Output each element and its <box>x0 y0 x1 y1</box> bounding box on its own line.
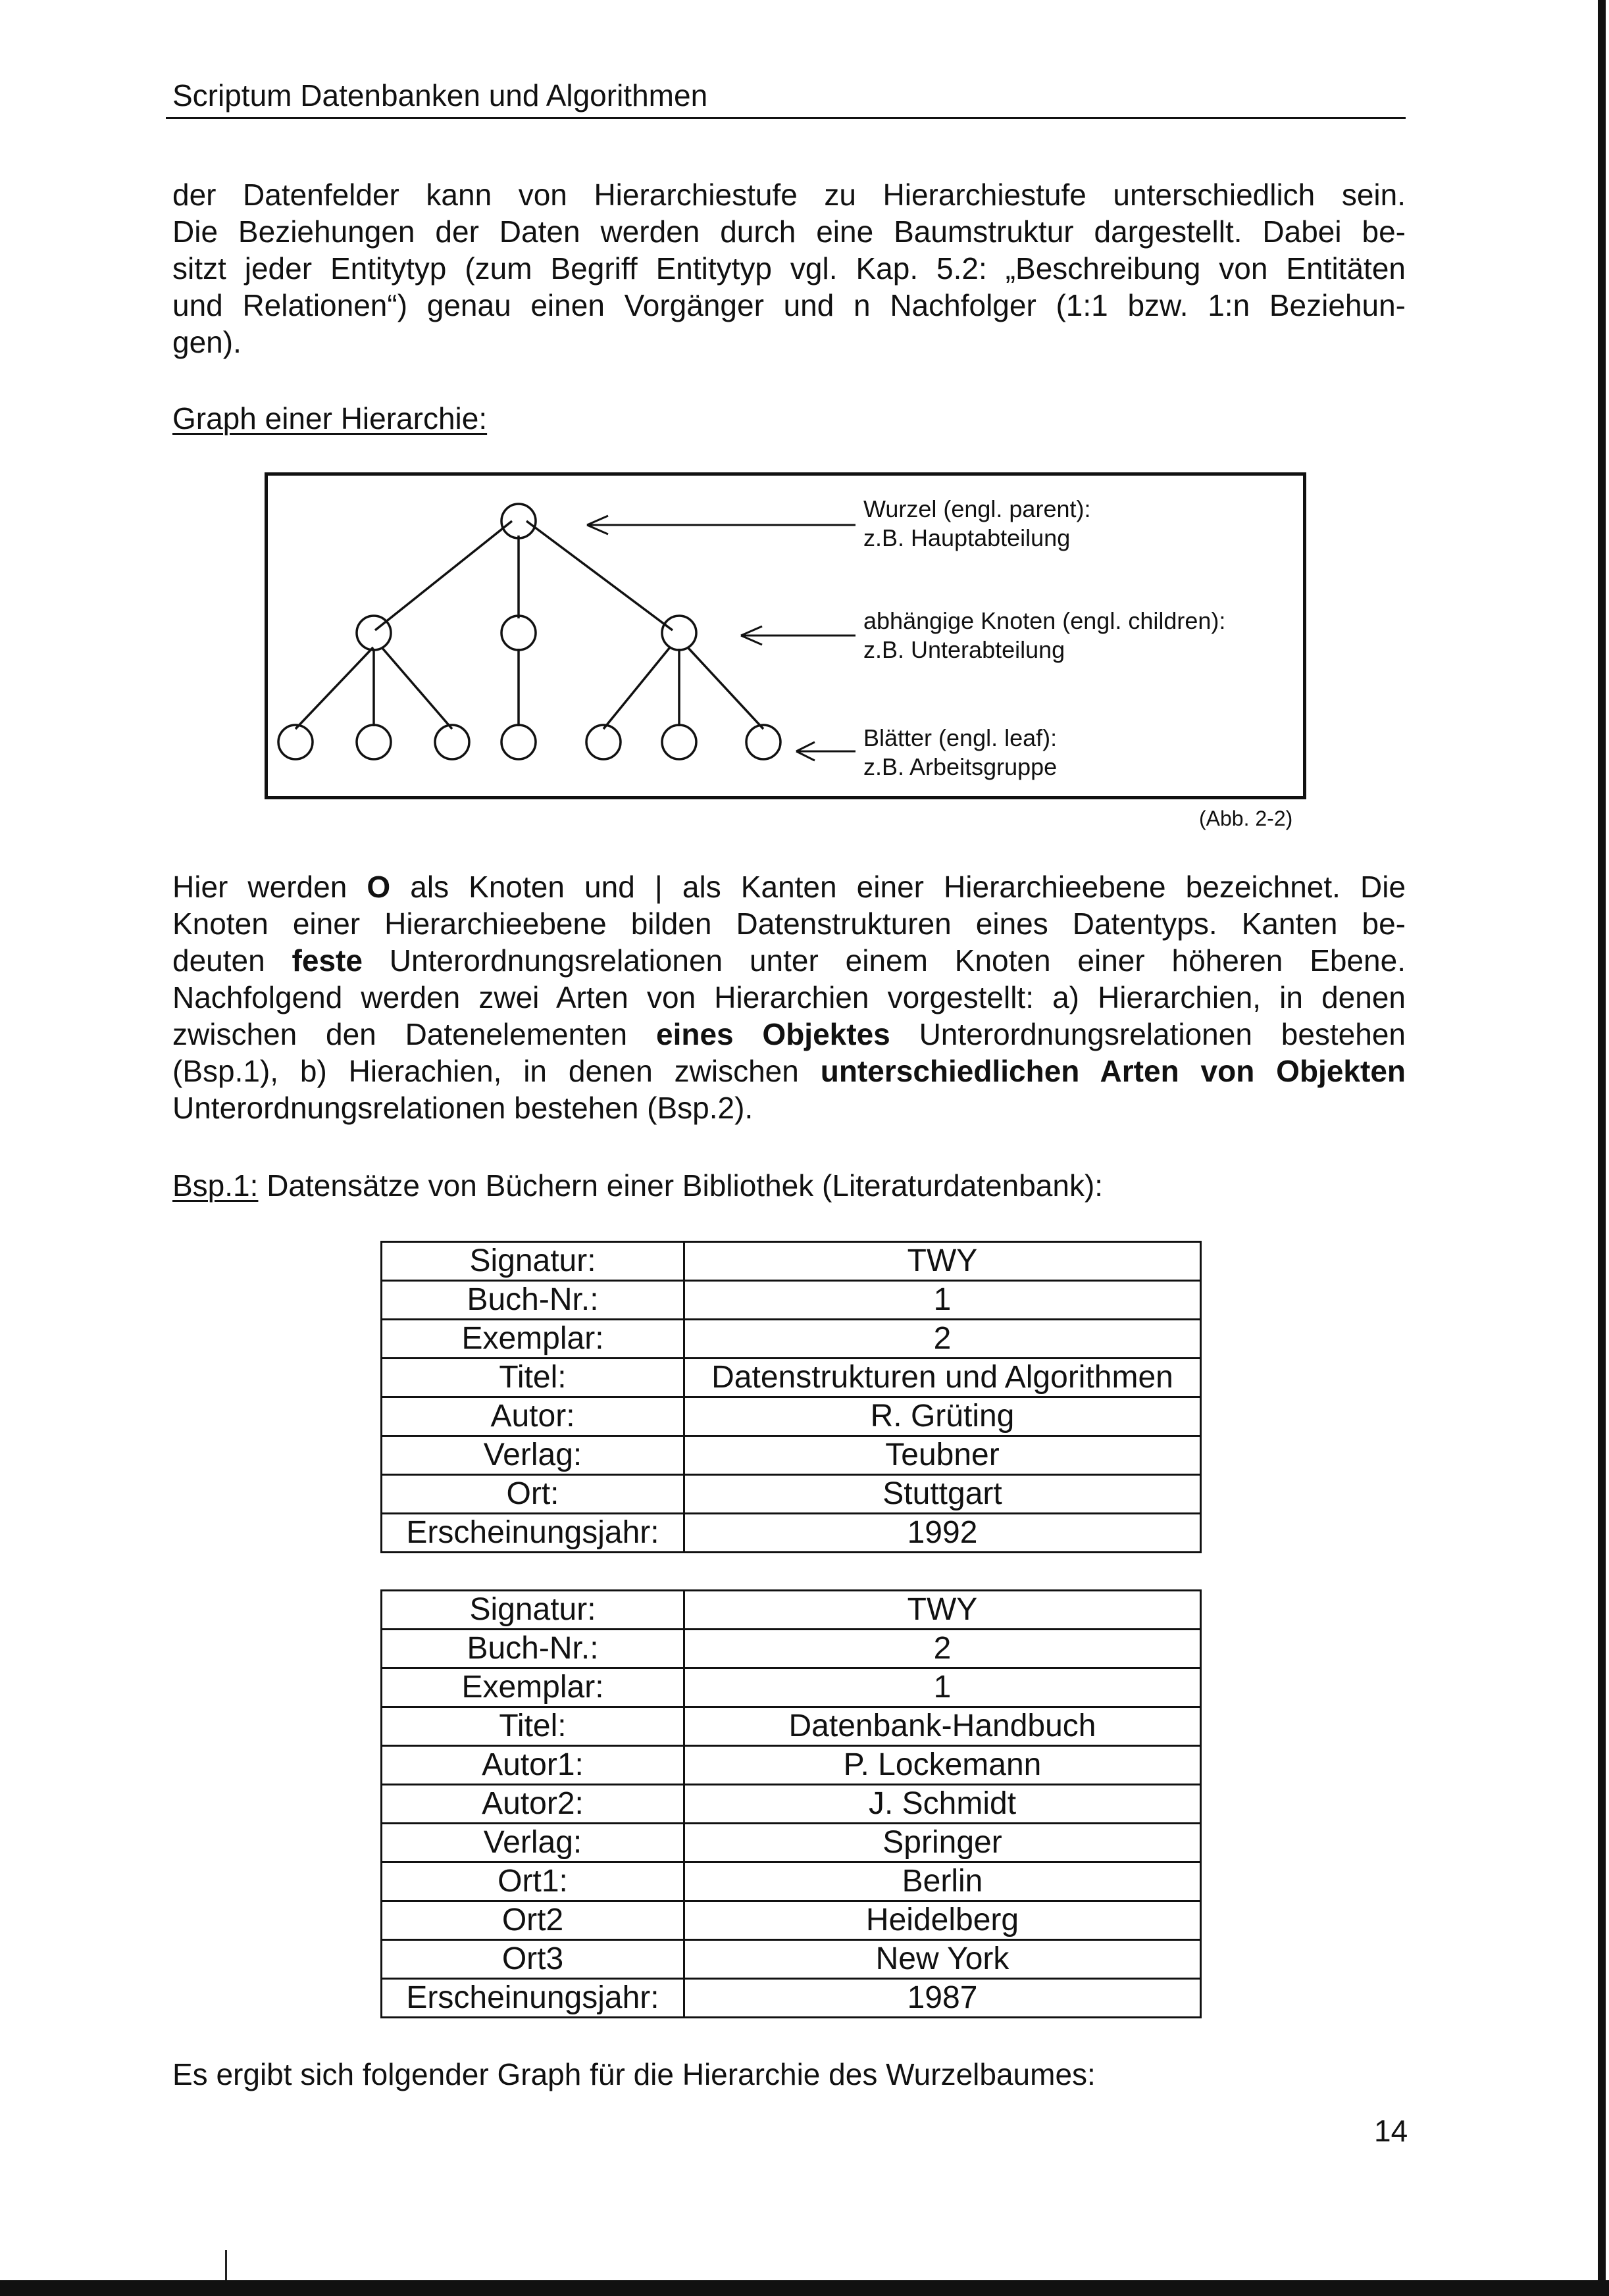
tree-node-leaf <box>586 725 621 759</box>
field-name: Signatur: <box>382 1242 684 1281</box>
explanation-line <box>172 868 1406 905</box>
field-value: 1992 <box>684 1514 1201 1553</box>
field-name: Ort1: <box>382 1862 684 1901</box>
table-row <box>382 1746 1201 1785</box>
scan-artifact <box>225 2250 227 2280</box>
label-leaves <box>863 724 1057 782</box>
tree-node-root <box>501 504 536 538</box>
table-row <box>382 1707 1201 1746</box>
text-run: (Bsp.1), b) Hierachien, in denen zwischen <box>172 1054 799 1088</box>
label-root-line1: Wurzel (engl. parent): <box>863 495 1091 522</box>
field-name: Autor1: <box>382 1746 684 1785</box>
tree-node-leaf <box>357 725 391 759</box>
table-row <box>382 1785 1201 1824</box>
figure-caption: (Abb. 2-2) <box>1199 807 1293 830</box>
tree-node-leaf <box>662 725 696 759</box>
bold-term: unterschiedlichen Arten von Objekten <box>820 1054 1406 1088</box>
header-rule <box>166 117 1406 119</box>
explanation-line <box>172 942 1406 979</box>
example1-line <box>172 1167 1406 1204</box>
explanation-line: Nachfolgend werden zwei Arten von Hierarchien vorgestellt: a) Hierarchien, in denen <box>172 980 1406 1014</box>
text-run: Hier werden <box>172 870 347 904</box>
explanation-line <box>172 1053 1406 1089</box>
page-header: Scriptum Datenbanken und Algorithmen <box>172 78 708 112</box>
field-value: 1 <box>684 1281 1201 1320</box>
label-root-line2: z.B. Hauptabteilung <box>863 524 1071 551</box>
field-value: 2 <box>684 1320 1201 1359</box>
table-row <box>382 1436 1201 1475</box>
intro-line: der Datenfelder kann von Hierarchiestufe zu Hierarchiestufe unterschiedlich sein. <box>172 178 1406 212</box>
text-run: zwischen den Datenelementen <box>172 1017 628 1051</box>
field-name: Buch-Nr.: <box>382 1630 684 1668</box>
tree-edge <box>688 647 763 729</box>
field-name: Erscheinungsjahr: <box>382 1514 684 1553</box>
field-name: Ort2 <box>382 1901 684 1940</box>
tree-node-leaf <box>501 725 536 759</box>
table-row <box>382 1320 1201 1359</box>
tree-edge <box>375 521 512 630</box>
explanation-line <box>172 1016 1406 1053</box>
field-name: Titel: <box>382 1707 684 1746</box>
field-value: 1 <box>684 1668 1201 1707</box>
field-value: Springer <box>684 1824 1201 1862</box>
label-leaves-line2: z.B. Arbeitsgruppe <box>863 753 1058 780</box>
bold-term: feste <box>292 943 363 978</box>
label-children-line1: abhängige Knoten (engl. children): <box>863 607 1226 634</box>
scan-edge-bottom <box>0 2280 1609 2296</box>
node-symbol: O <box>367 870 391 904</box>
intro-line: Die Beziehungen der Daten werden durch eine Baumstruktur dargestellt. Dabei be- <box>172 214 1406 249</box>
field-value: Datenbank-Handbuch <box>684 1707 1201 1746</box>
edge-symbol: | <box>654 870 663 904</box>
page-number: 14 <box>1374 2114 1408 2148</box>
table-row <box>382 1940 1201 1979</box>
field-name: Verlag: <box>382 1436 684 1475</box>
field-name: Autor2: <box>382 1785 684 1824</box>
intro-line: sitzt jeder Entitytyp (zum Begriff Entitytyp vgl. Kap. 5.2: „Beschreibung von Entitäten <box>172 251 1406 286</box>
field-value: 1987 <box>684 1979 1201 2018</box>
table-row <box>382 1630 1201 1668</box>
tree-edge <box>382 647 452 729</box>
text-run: deuten <box>172 943 265 978</box>
table-row <box>382 1901 1201 1940</box>
field-name: Erscheinungsjahr: <box>382 1979 684 2018</box>
label-root <box>863 495 1090 553</box>
table-row <box>382 1824 1201 1862</box>
tree-edge <box>295 647 373 729</box>
table-row <box>382 1475 1201 1514</box>
label-children-line2: z.B. Unterabteilung <box>863 636 1065 663</box>
label-leaves-line1: Blätter (engl. leaf): <box>863 724 1058 751</box>
field-name: Exemplar: <box>382 1320 684 1359</box>
example1-text: Datensätze von Büchern einer Bibliothek (Literaturdatenbank): <box>267 1168 1104 1203</box>
bold-term: eines Objektes <box>655 1017 890 1051</box>
tree-node-child <box>662 616 696 650</box>
field-name: Ort3 <box>382 1940 684 1979</box>
tree-edge <box>526 521 673 630</box>
intro-paragraph <box>172 176 1406 361</box>
field-value: Heidelberg <box>684 1901 1201 1940</box>
field-value: TWY <box>684 1242 1201 1281</box>
explanation-line: Knoten einer Hierarchieebene bilden Datenstrukturen eines Datentyps. Kanten be- <box>172 907 1406 941</box>
book-record-table-2 <box>380 1589 1202 2018</box>
field-name: Verlag: <box>382 1824 684 1862</box>
final-sentence: Es ergibt sich folgender Graph für die Hierarchie des Wurzelbaumes: <box>172 2057 1096 2091</box>
field-value: P. Lockemann <box>684 1746 1201 1785</box>
arrow-root <box>587 516 856 534</box>
tree-node-leaf <box>746 725 780 759</box>
field-name: Exemplar: <box>382 1668 684 1707</box>
scan-edge-right <box>1598 0 1606 2296</box>
graph-heading-wrap <box>172 400 1406 437</box>
field-value: TWY <box>684 1591 1201 1630</box>
field-name: Signatur: <box>382 1591 684 1630</box>
arrow-children <box>741 626 856 645</box>
example1-intro <box>172 1167 1406 1204</box>
label-children <box>863 607 1225 664</box>
table-row <box>382 1979 1201 2018</box>
tree-edge <box>603 647 670 729</box>
field-value: Teubner <box>684 1436 1201 1475</box>
field-name: Ort: <box>382 1475 684 1514</box>
tree-node-leaf <box>278 725 313 759</box>
text-run: als Knoten und <box>410 870 635 904</box>
field-value: Berlin <box>684 1862 1201 1901</box>
field-value: J. Schmidt <box>684 1785 1201 1824</box>
intro-line: und Relationen“) genau einen Vorgänger und n Nachfolger (1:1 bzw. 1:n Beziehun- <box>172 288 1406 322</box>
table-row <box>382 1514 1201 1553</box>
field-name: Buch-Nr.: <box>382 1281 684 1320</box>
explanation-paragraph <box>172 868 1406 1126</box>
table-row <box>382 1281 1201 1320</box>
example1-label: Bsp.1: <box>172 1168 259 1203</box>
table-row <box>382 1397 1201 1436</box>
table-row <box>382 1591 1201 1630</box>
text-run: Unterordnungsrelationen bestehen <box>919 1017 1406 1051</box>
book-record-table-1 <box>380 1241 1202 1553</box>
table-row <box>382 1668 1201 1707</box>
graph-heading: Graph einer Hierarchie: <box>172 401 488 436</box>
table-row <box>382 1359 1201 1397</box>
field-name: Autor: <box>382 1397 684 1436</box>
text-run: als Kanten einer Hierarchieebene bezeichnet. Die <box>682 870 1406 904</box>
field-name: Titel: <box>382 1359 684 1397</box>
field-value: R. Grüting <box>684 1397 1201 1436</box>
text-run: Unterordnungsrelationen unter einem Knoten einer höheren Ebene. <box>389 943 1406 978</box>
field-value: Datenstrukturen und Algorithmen <box>684 1359 1201 1397</box>
table-row <box>382 1242 1201 1281</box>
arrow-leaves <box>796 742 856 761</box>
tree-node-child <box>501 616 536 650</box>
tree-node-child <box>357 616 391 650</box>
explanation-line: Unterordnungsrelationen bestehen (Bsp.2). <box>172 1091 753 1125</box>
table-row <box>382 1862 1201 1901</box>
intro-line: gen). <box>172 325 242 359</box>
field-value: New York <box>684 1940 1201 1979</box>
field-value: 2 <box>684 1630 1201 1668</box>
tree-node-leaf <box>435 725 469 759</box>
field-value: Stuttgart <box>684 1475 1201 1514</box>
